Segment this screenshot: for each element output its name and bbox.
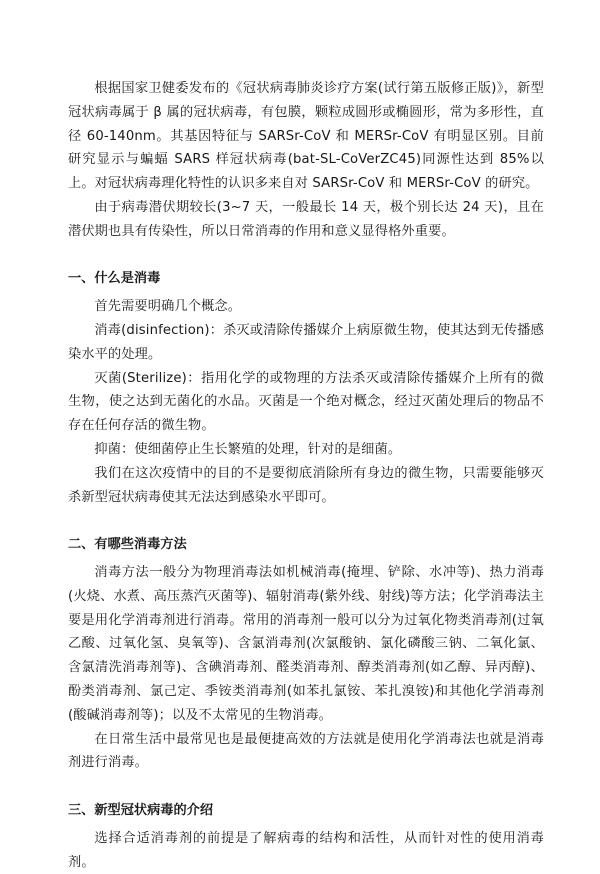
section-1-paragraph-2: 消毒(disinfection)：杀灭或清除传播媒介上病原微生物，使其达到无传播感染水平的处理。 <box>68 322 544 362</box>
spacer <box>68 244 544 268</box>
intro-paragraph-2: 由于病毒潜伏期较长(3~7 天，一般最长 14 天，极个别长达 24 天)，且在潜伏期也具有传染性，所以日常消毒的作用和意义显得格外重要。 <box>68 199 544 239</box>
section-3-paragraph-1: 选择合适消毒剂的前提是了解病毒的结构和活性，从而针对性的使用消毒剂。 <box>68 830 544 870</box>
section-2-heading: 二、有哪些消毒方法 <box>68 537 187 553</box>
section-2-paragraph-1: 消毒方法一般分为物理消毒法如机械消毒(掩埋、铲除、水冲等)、热力消毒(火烧、水煮、高压蒸汽灭菌等)、辐射消毒(紫外线、射线)等方法；化学消毒法主要是用化学消毒剂进行消毒。常用的消毒剂一般可以分为过氧化物类消毒剂(过氧乙酸、过氧化氢、臭氧等)、含氯消毒剂(次氯酸钠、氯化磷酸三钠、二氧化氯、含氯清洗消毒剂等)、含碘消毒剂、醛类消毒剂、醇类消毒剂(如乙醇、异丙醇)、酚类消毒剂、氯己定、季铵类消毒剂(如苯扎氯铵、苯扎溴铵)和其他化学消毒剂(酸碱消毒剂等)；以及不太常见的生物消毒。 <box>68 564 544 723</box>
section-2-paragraph-2: 在日常生活中最常见也是最便捷高效的方法就是使用化学消毒法也就是消毒剂进行消毒。 <box>68 731 544 771</box>
section-1-paragraph-5: 我们在这次疫情中的目的不是要彻底消除所有身边的微生物，只需要能够灭杀新型冠状病毒使其无法达到感染水平即可。 <box>68 465 544 505</box>
intro-paragraph-1: 根据国家卫健委发布的《冠状病毒肺炎诊疗方案(试行第五版修正版)》，新型冠状病毒属于 β 属的冠状病毒，有包膜，颗粒成圆形或椭圆形，常为多形性，直径 60-140nm。其基因特征与 SARSr-CoV 和 MERSr-CoV 有明显区别。目前研究显示与蝙蝠 SARS 样冠状病毒(bat-SL-CoVerZC45)同源性达到 85%以上。对冠状病毒理化特性的认识多来自对 SARSr-CoV 和 MERSr-CoV 的研究。 <box>68 81 544 192</box>
section-3-heading: 三、新型冠状病毒的介绍 <box>68 802 214 818</box>
section-1-paragraph-1: 首先需要明确几个概念。 <box>94 299 242 315</box>
section-1-paragraph-4: 抑菌：使细菌停止生长繁殖的处理，针对的是细菌。 <box>94 441 402 457</box>
document-page <box>68 77 544 874</box>
section-1-heading: 一、什么是消毒 <box>68 271 161 287</box>
spacer <box>68 509 544 533</box>
section-1-paragraph-3: 灭菌(Sterilize)：指用化学的或物理的方法杀灭或清除传播媒介上所有的微生物，使之达到无菌化的水品。灭菌是一个绝对概念，经过灭菌处理后的物品不存在任何存活的微生物。 <box>68 370 544 434</box>
spacer <box>68 775 544 799</box>
